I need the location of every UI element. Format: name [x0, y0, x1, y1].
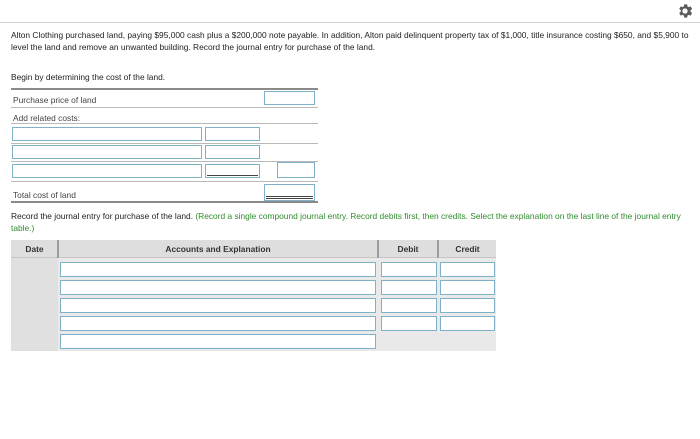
- cost-row-divider: [11, 161, 318, 162]
- purchase-price-input[interactable]: [264, 91, 315, 105]
- debit-input[interactable]: [381, 280, 437, 295]
- purchase-price-label: Purchase price of land: [13, 95, 97, 105]
- account-input[interactable]: [60, 316, 376, 331]
- cost-row-divider: [11, 143, 318, 144]
- accounts-column-header: Accounts and Explanation: [165, 244, 271, 254]
- journal-instruction: [11, 211, 691, 234]
- explanation-input[interactable]: [60, 334, 376, 349]
- cost-row-divider: [11, 107, 318, 108]
- debit-input[interactable]: [381, 262, 437, 277]
- related-cost-description-input[interactable]: [12, 145, 202, 159]
- date-column: [11, 258, 58, 351]
- credit-column-header: Credit: [455, 244, 480, 254]
- subtotal-underline: [207, 175, 258, 176]
- account-input[interactable]: [60, 280, 376, 295]
- total-cost-label: Total cost of land: [13, 190, 76, 200]
- debit-input[interactable]: [381, 316, 437, 331]
- related-cost-description-input[interactable]: [12, 127, 202, 141]
- account-input[interactable]: [60, 262, 376, 277]
- gear-icon[interactable]: [676, 2, 694, 20]
- related-costs-subtotal-input[interactable]: [277, 162, 315, 178]
- cost-table-top-rule: [11, 88, 318, 90]
- add-related-costs-label: Add related costs:: [13, 113, 81, 123]
- total-double-underline: [266, 196, 313, 199]
- credit-input[interactable]: [440, 298, 495, 313]
- journal-instruction-main: Record the journal entry for purchase of the land.: [11, 211, 194, 221]
- debit-input[interactable]: [381, 298, 437, 313]
- credit-input[interactable]: [440, 262, 495, 277]
- journal-table-header: [11, 240, 496, 258]
- account-input[interactable]: [60, 298, 376, 313]
- related-cost-amount-input[interactable]: [205, 145, 260, 159]
- problem-statement: Alton Clothing purchased land, paying $95,000 cash plus a $200,000 note payable. In addition, Alton paid delinquent property tax of $1,000, title insurance costing $650, and $5,900 to level the land and remove an unwanted building. Record the journal entry for purchase of the land.: [11, 30, 689, 52]
- journal-entry-table: [11, 240, 496, 351]
- header-divider: [0, 22, 700, 23]
- cost-row-divider: [11, 123, 318, 124]
- cost-section-heading: Begin by determining the cost of the land.: [11, 72, 166, 82]
- debit-column-header: Debit: [397, 244, 419, 254]
- related-cost-amount-input[interactable]: [205, 127, 260, 141]
- journal-instruction-note: (Record a single compound journal entry. Record debits first, then credits. Select the explanation on the last line of the journal entry table.): [11, 211, 681, 233]
- cost-table-bottom-rule: [11, 201, 318, 203]
- credit-input[interactable]: [440, 280, 495, 295]
- cost-row-divider: [11, 181, 318, 182]
- related-cost-description-input[interactable]: [12, 164, 202, 178]
- date-column-header: Date: [25, 244, 44, 254]
- credit-input[interactable]: [440, 316, 495, 331]
